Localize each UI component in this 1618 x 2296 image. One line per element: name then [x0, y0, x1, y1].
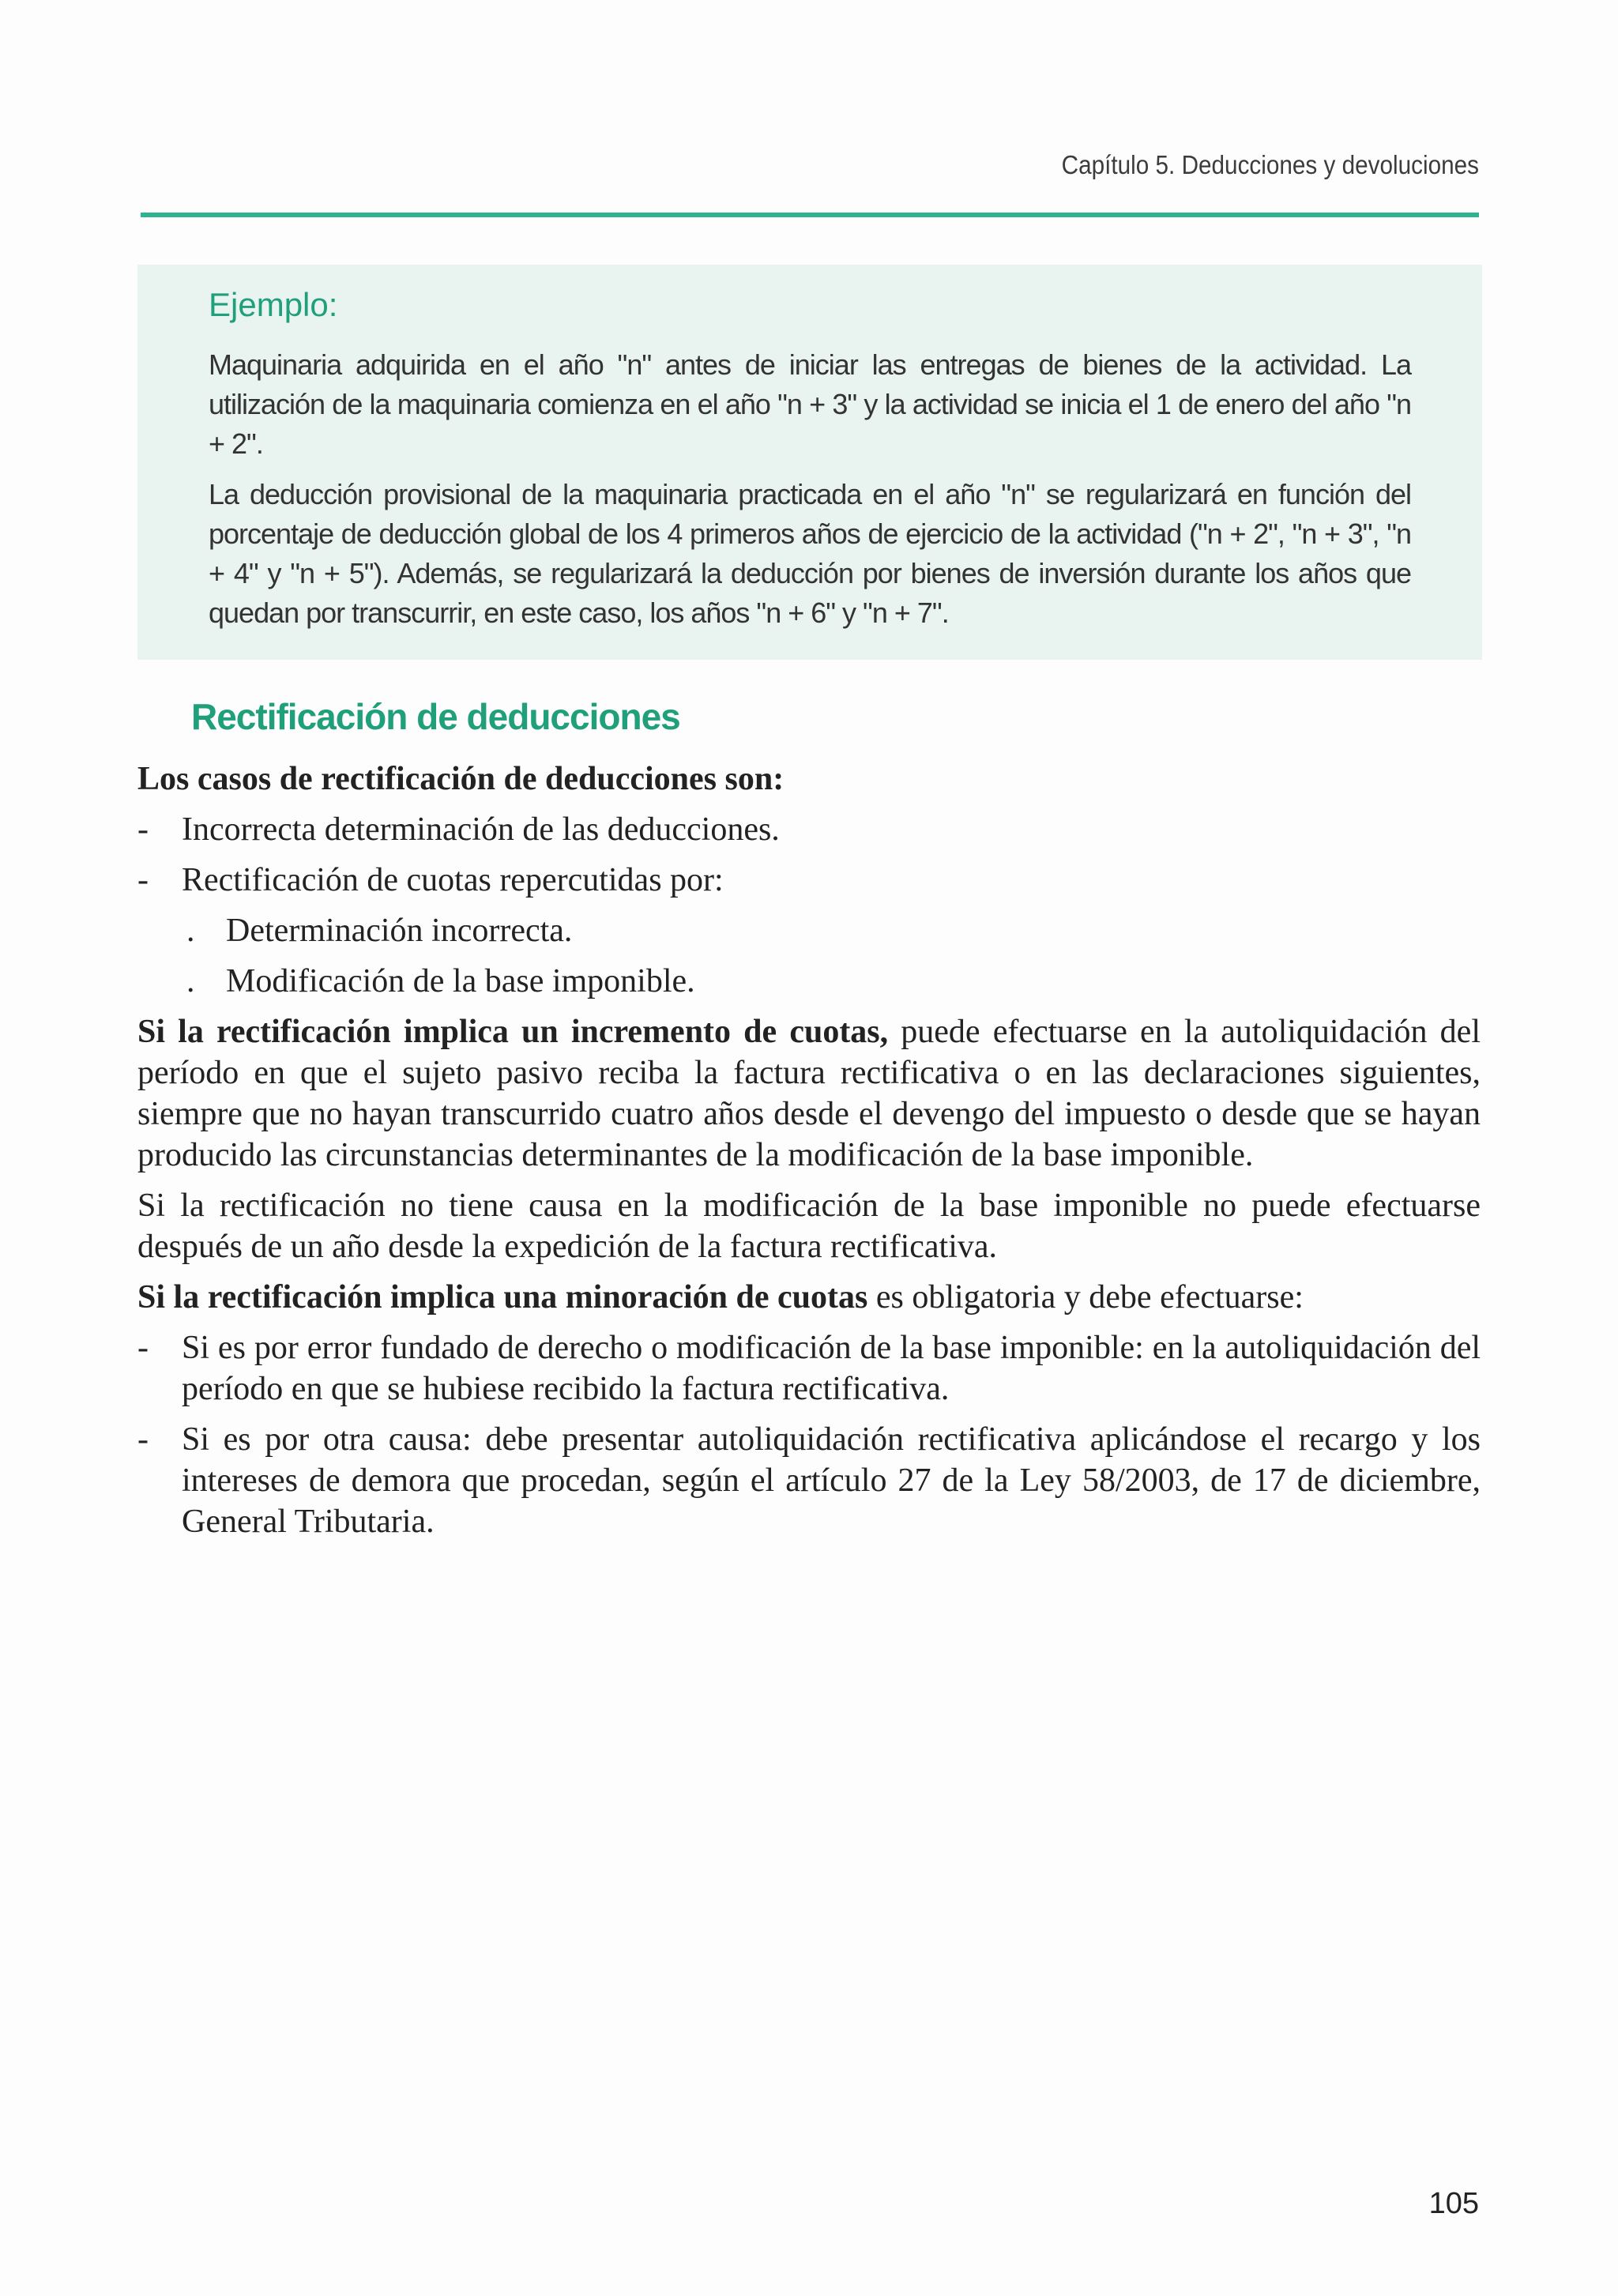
case-text: Rectificación de cuotas repercutidas por:	[182, 862, 724, 898]
example-title: Ejemplo:	[209, 286, 338, 323]
dash-marker: -	[137, 1330, 149, 1366]
case-text: Incorrecta determinación de las deducciones.	[182, 811, 780, 848]
subcase-text: Determinación incorrecta.	[226, 913, 573, 949]
increase-paragraph	[137, 1011, 1481, 1176]
no-cause-paragraph: Si la rectificación no tiene causa en la modificación de la base imponible no puede efectuarse después de un año desde la expedición de la factura rectificativa.	[137, 1188, 1481, 1265]
cases-intro	[137, 758, 1481, 800]
cases-intro-text: Los casos de rectificación de deducciones son:	[137, 761, 785, 797]
decrease-paragraph	[137, 1277, 1481, 1318]
dot-marker: .	[186, 913, 195, 949]
section-title: Rectificación de deducciones	[191, 696, 680, 737]
subcase-text: Modificación de la base imponible.	[226, 963, 695, 999]
decrease-lead: Si la rectificación implica una minoración de cuotas	[137, 1279, 868, 1315]
dot-marker: .	[186, 963, 195, 999]
section-body	[137, 758, 1481, 1552]
chapter-header: Capítulo 5. Deducciones y devoluciones	[1061, 150, 1479, 179]
list-item	[137, 1419, 1481, 1542]
list-item	[137, 809, 1481, 850]
sub-list-item	[137, 910, 1481, 951]
header-divider	[141, 213, 1479, 217]
dash-marker: -	[137, 1421, 149, 1458]
decrease-text: es obligatoria y debe efectuarse:	[867, 1279, 1304, 1315]
list-item	[137, 1327, 1481, 1410]
increase-lead: Si la rectificación implica un incremento de cuotas,	[137, 1014, 889, 1050]
decrease-item-text: Si es por error fundado de derecho o modificación de la base imponible: en la autoliquidación del período en que se hubiese recibido la factura rectificativa.	[182, 1330, 1481, 1407]
example-box	[137, 265, 1482, 660]
dash-marker: -	[137, 811, 149, 848]
dash-marker: -	[137, 862, 149, 898]
sub-list-item	[137, 961, 1481, 1002]
example-paragraph-2: La deducción provisional de la maquinaria practicada en el año "n" se regularizará en función del porcentaje de deducción global de los 4 primeros años de ejercicio de la actividad ("n + 2", "n + 3", "n + 4" y "n + 5"). Además, se regularizará la deducción por bienes de inversión durante los años que quedan por transcurrir, en este caso, los años "n + 6" y "n + 7".	[209, 478, 1411, 630]
example-paragraph-1: Maquinaria adquirida en el año "n" antes de iniciar las entregas de bienes de la actividad. La utilización de la maquinaria comienza en el año "n + 3" y la actividad se inicia el 1 de enero del año "n + 2".	[209, 348, 1411, 461]
increase-text: puede efectuarse en la autoliquidación del período en que el sujeto pasivo reciba la factura rectificativa o en las declaraciones siguientes, siempre que no hayan transcurrido cuatro años desde el devengo del impuesto o desde que se hayan producido las circunstancias determinantes de la modificación de la base imponible.	[137, 1014, 1481, 1173]
page-number: 105	[1428, 2187, 1479, 2220]
list-item	[137, 860, 1481, 901]
decrease-item-text: Si es por otra causa: debe presentar autoliquidación rectificativa aplicándose el recargo y los intereses de demora que procedan, según el artículo 27 de la Ley 58/2003, de 17 de diciembre, General Tributaria.	[182, 1421, 1481, 1540]
